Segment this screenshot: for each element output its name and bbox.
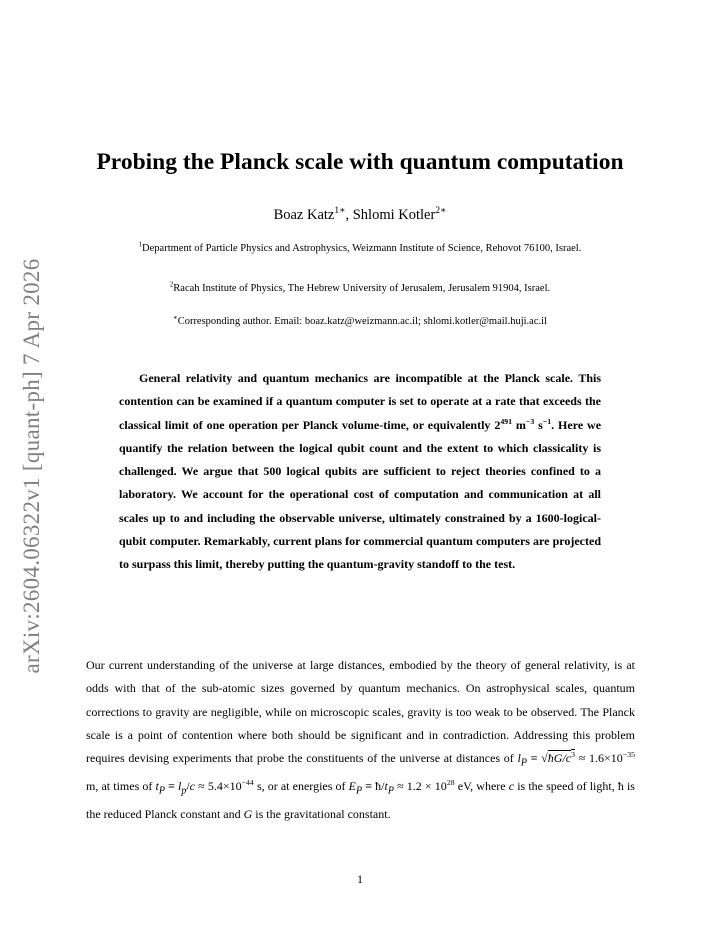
math-text: ≈ 5.4×10 xyxy=(195,778,242,793)
affiliation-text: Department of Particle Physics and Astrophysics, Weizmann Institute of Science, Rehovot 76100, Israel. xyxy=(142,243,582,254)
affiliation-mark: 2 xyxy=(169,281,174,289)
math-text: / xyxy=(186,778,190,793)
math-var: t xyxy=(155,778,159,793)
math-text: ≈ 1.2 × 10 xyxy=(393,778,447,793)
math-var: c xyxy=(508,778,515,793)
author-name: Boaz Katz xyxy=(273,207,335,223)
math-sub: P xyxy=(520,757,527,769)
abstract-text: General relativity and quantum mechanics are incompatible at the Planck scale. This contention can be examined if a quantum computer is set to operate at a rate that exceeds the classical limit of one operation per Planck volume-time, or equivalently 2 xyxy=(119,371,601,432)
abstract-text: m xyxy=(512,417,526,432)
page-number: 1 xyxy=(357,872,363,886)
abstract-text: . Here we quantify the relation between the logical qubit count and the extent to which classicality is challenged. We argue that 500 logical qubits are sufficient to reject theories confined to a laboratory. We account for the operational cost of computation and communication at all scales up to and including the observable universe, ultimately constrained by a 1600-logical-qubit computer. Remarkably, current plans for commercial quantum computers are projected to surpass this limit, thereby putting the quantum-gravity standoff to the test. xyxy=(119,417,602,572)
exponent: 491 xyxy=(500,416,513,426)
exponent: 3 xyxy=(571,750,576,760)
body-paragraph xyxy=(86,654,635,826)
math-sub: P xyxy=(356,785,363,797)
math-var: E xyxy=(348,778,357,793)
exponent: −35 xyxy=(622,750,636,760)
math-var: l xyxy=(177,778,182,793)
affiliation-mark: 1 xyxy=(138,241,143,249)
math-var: t xyxy=(384,778,388,793)
author-name: Shlomi Kotler xyxy=(352,207,436,223)
abstract-text: s xyxy=(534,417,543,432)
math-var: l xyxy=(517,751,521,766)
abstract xyxy=(119,367,601,577)
math-text: ≡ √ xyxy=(526,751,548,766)
corresponding-text: Corresponding author. Email: boaz.katz@weizmann.ac.il; shlomi.kotler@mail.huji.ac.il xyxy=(177,316,547,327)
body-text: is the gravitational constant. xyxy=(252,806,391,821)
paper-title: Probing the Planck scale with quantum computation xyxy=(96,149,624,175)
math-var: ħG/c xyxy=(547,751,572,766)
math-text: ≡ xyxy=(164,778,178,793)
body-text: Our current understanding of the universe at large distances, embodied by the theory of general relativity, is at odds with that of the sub-atomic sizes governed by quantum mechanics. On astrophysical scales, quantum corrections to gravity are negligible, while on microscopic scales, gravity is too weak to be observed. The Planck scale is a point of contention where both should be significant and in contradiction. Addressing this problem requires devising experiments that probe the constituents of the universe at distances of xyxy=(86,658,635,766)
corresponding-author xyxy=(0,316,720,327)
math-var: G xyxy=(243,806,253,821)
exponent: −1 xyxy=(542,416,552,426)
math-text: ≡ ħ/ xyxy=(362,778,385,793)
affiliation-text: Racah Institute of Physics, The Hebrew University of Jerusalem, Jerusalem 91904, Israel. xyxy=(173,283,551,294)
math-sub: p xyxy=(181,785,187,797)
body-text: s, or at energies of xyxy=(253,778,349,793)
affiliation-2 xyxy=(0,283,720,294)
affiliation-1 xyxy=(0,243,720,254)
body-text: m, at times of xyxy=(86,778,156,793)
author-separator: , xyxy=(345,207,353,223)
body-text: eV, where xyxy=(454,778,509,793)
math-var: c xyxy=(189,778,195,793)
exponent: −3 xyxy=(525,416,535,426)
affiliation-mark: ∗ xyxy=(173,314,178,322)
exponent: −44 xyxy=(241,777,254,787)
math-sub: P xyxy=(158,785,165,797)
abstract-paragraph xyxy=(119,367,601,577)
author-affil-mark: 2∗ xyxy=(435,206,447,217)
math-sub: P xyxy=(387,785,394,797)
math-text: ≈ 1.6×10 xyxy=(575,751,623,766)
author-affil-mark: 1∗ xyxy=(334,206,346,217)
author-line xyxy=(0,207,720,224)
body-text: is the speed of light, ħ is the reduced Planck constant and xyxy=(86,778,635,821)
exponent: 28 xyxy=(446,777,455,787)
arxiv-identifier: arXiv:2604.06322v1 [quant-ph] 7 Apr 2026 xyxy=(19,258,44,674)
